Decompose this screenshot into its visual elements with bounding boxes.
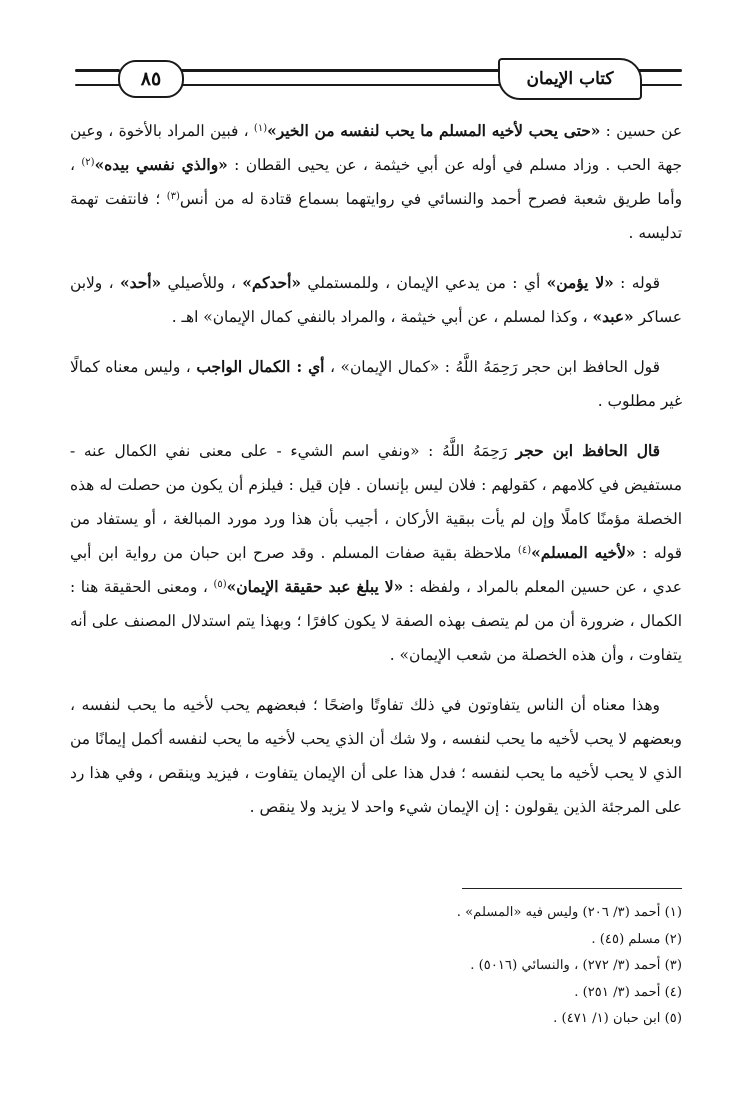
footnote-ref-5: (٥) (213, 579, 227, 590)
section-lead: قال الحافظ ابن حجر (515, 442, 660, 460)
text-run: ، ولابن عساكر (70, 274, 682, 326)
hadith-quote: «والذي نفسي بيده» (94, 156, 228, 174)
footnote-3: (٣) أحمد (٣/ ٢٧٢) ، والنسائي (٥٠١٦) . (470, 958, 682, 973)
header-rule-right-bottom (636, 84, 682, 86)
footnote-2: (٢) مسلم (٤٥) . (591, 931, 682, 947)
text-run: ، ومعنى الحقيقة هنا : الكمال ، ضرورة أن من لم يتصف بهذه الصفة لا يكون كافرًا ؛ وبهذا يتم استدلال المصنف على أنه يتفاوت ، وأن هذه الخصلة من شعب الإيمان» . (70, 578, 682, 664)
footnote-1: (١) أحمد (٣/ ٢٠٦) وليس فيه «المسلم» . (456, 905, 682, 920)
footnote-ref-3: (٣) (166, 191, 180, 202)
text-run: قول الحافظ ابن حجر رَحِمَهُ اللَّهُ : «كمال الإيمان» ، (324, 358, 660, 376)
header-rule-left-bottom (75, 84, 120, 86)
header-rule-middle-bottom (178, 84, 500, 86)
text-run: ؛ فانتفت تهمة تدليسه . (70, 190, 682, 242)
hadith-quote: «لأخيه المسلم» (531, 544, 636, 562)
footnote-5: (٥) ابن حبان (١/ ٤٧١) . (553, 1011, 682, 1026)
paragraph-2 (70, 266, 682, 334)
text-run: ، وأما طريق شعبة فصرح أحمد والنسائي في روايتهما بسماع قتادة له من أنس (70, 156, 683, 208)
header-rule-left-top (75, 69, 120, 72)
header-rule-middle-top (178, 69, 500, 72)
header-rule-right-top (636, 69, 682, 72)
paragraph-3 (70, 350, 682, 418)
running-title: كتاب الإيمان (498, 58, 642, 100)
text-run: ، فبين المراد بالأخوة ، وعين جهة الحب . وزاد مسلم في أوله عن أبي خيثمة ، عن يحيى القطان : (70, 122, 682, 174)
footnote-4: (٤) أحمد (٣/ ٢٥١) . (574, 984, 682, 1000)
text-run: ملاحظة بقية صفات المسلم . وقد صرح ابن حبان من رواية ابن أبي عدي ، عن حسين المعلم بالمراد ، ولفظه : (70, 544, 682, 596)
commentary-emphasis: أي : الكمال الواجب (196, 358, 325, 376)
hadith-quote: «لا يؤمن» (546, 274, 614, 292)
paragraph-5 (70, 688, 682, 824)
text-run: وهذا معناه أن الناس يتفاوتون في ذلك تفاوتًا واضحًا ؛ فبعضهم يحب لأخيه ما يحب لنفسه ، وبعضهم لا يحب لأخيه ما يحب لنفسه ، ولا شك أن الذي يحب لأخيه ما يحب لنفسه أكمل إيمانًا من الذي لا يحب لأخيه ما يحب لنفسه ؛ فدل هذا على أن الإيمان يتفاوت ، فيزيد وينقص ، وفي هذا رد على المرجئة الذين يقولون : إن الإيمان شيء واحد لا يزيد ولا ينقص . (70, 696, 682, 816)
text-run: رَحِمَهُ اللَّهُ : «ونفي اسم الشيء - على معنى نفي الكمال عنه - مستفيض في كلامهم ، كقولهم : فلان ليس بإنسان . فإن قيل : فيلزم أن يكون من حصلت له هذه الخصلة مؤمنًا كاملًا وإن لم يأت ببقية الأركان ، أجيب بأن هذا ورد مورد المبالغة ، أو يستفاد من قوله : (70, 442, 683, 562)
variant-word: «أحدكم» (242, 274, 301, 292)
hadith-quote: «حتى يحب لأخيه المسلم ما يحب لنفسه من الخير» (267, 122, 601, 140)
variant-word: «أحد» (120, 274, 162, 292)
footnote-ref-2: (٢) (81, 157, 95, 168)
footnote-ref-1: (١) (253, 123, 268, 134)
footnote-separator (462, 888, 682, 889)
page-number: ٨٥ (118, 60, 184, 98)
footnotes (300, 900, 682, 1033)
footnote-ref-4: (٤) (517, 545, 532, 556)
text-run: ، وكذا لمسلم ، عن أبي خيثمة ، والمراد بالنفي كمال الإيمان» اهـ . (171, 308, 593, 326)
text-run: قوله : (613, 274, 660, 292)
hadith-quote: «لا يبلغ عبد حقيقة الإيمان» (226, 578, 404, 596)
text-run: أي : من يدعي الإيمان ، وللمستملي (300, 274, 547, 292)
main-text (70, 114, 682, 824)
paragraph-1 (70, 114, 682, 250)
variant-word: «عبد» (592, 308, 634, 326)
text-run: عن حسين : (600, 122, 683, 140)
text-run: ، وليس معناه كمالًا غير مطلوب . (70, 358, 682, 410)
paragraph-4 (70, 434, 682, 672)
text-run: ، وللأصيلي (161, 274, 243, 292)
